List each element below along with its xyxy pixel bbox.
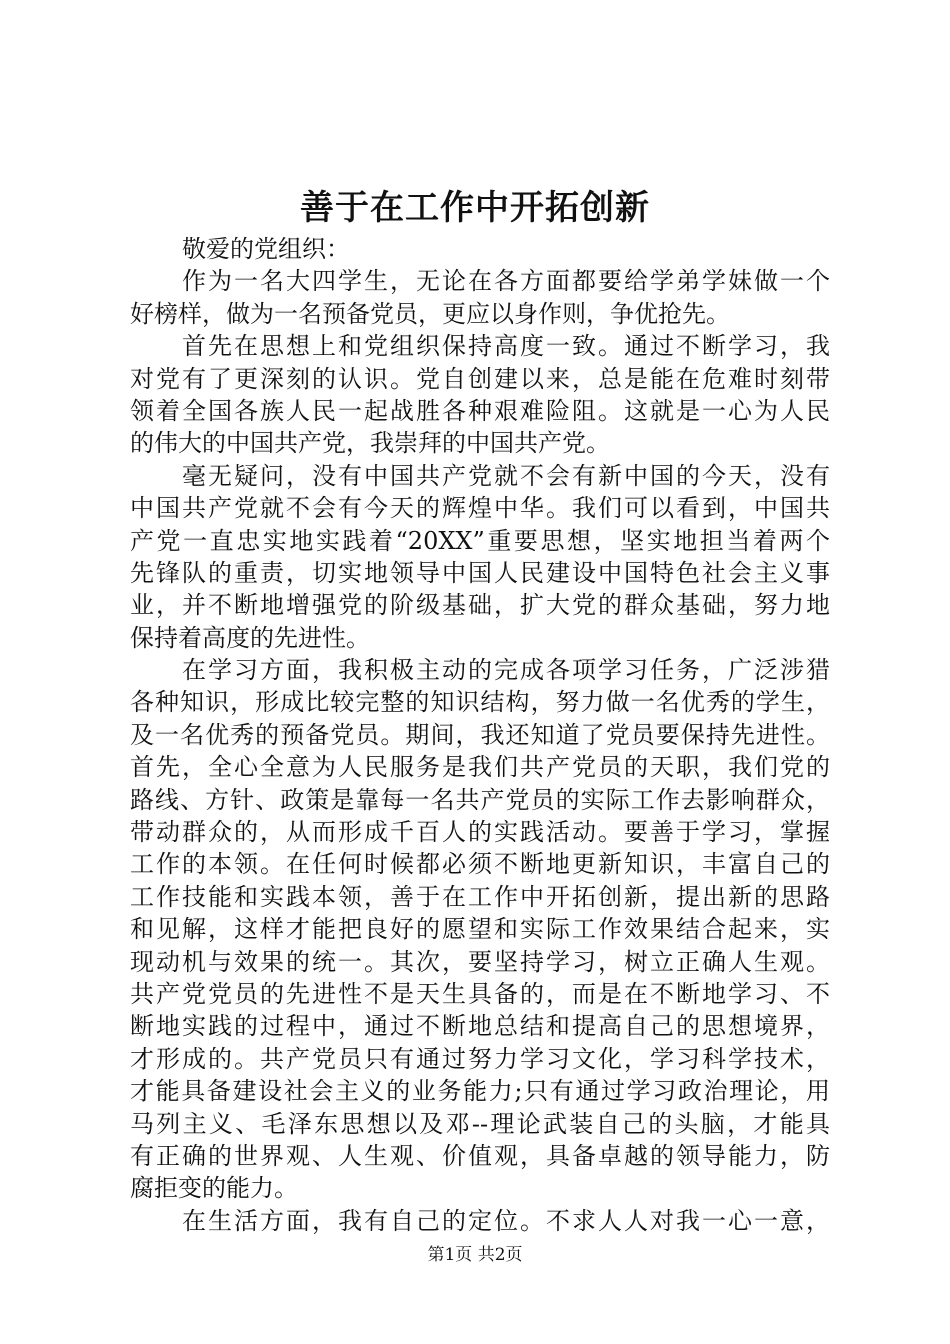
text-line: 断地实践的过程中，通过不断地总结和提高自己的思想境界， [130,1012,830,1041]
text-line: 工作的本领。在任何时候都必须不断地更新知识，丰富自己的 [130,850,830,879]
text-line: 各种知识，形成比较完整的知识结构，努力做一名优秀的学生， [130,688,830,717]
text-line: 产党一直忠实地实践着“20XX”重要思想，坚实地担当着两个 [130,526,830,555]
text-line: 作为一名大四学生，无论在各方面都要给学弟学妹做一个 [182,267,830,296]
text-line: 中国共产党就不会有今天的辉煌中华。我们可以看到，中国共 [130,494,830,523]
text-line: 带动群众的，从而形成千百人的实践活动。要善于学习，掌握 [130,818,830,847]
text-line: 有正确的世界观、人生观、价值观，具备卓越的领导能力，防 [130,1141,830,1170]
text-line: 首先在思想上和党组织保持高度一致。通过不断学习，我 [182,332,830,361]
text-line: 对党有了更深刻的认识。党自创建以来，总是能在危难时刻带 [130,364,830,393]
text-line: 工作技能和实践本领，善于在工作中开拓创新，提出新的思路 [130,882,830,911]
text-line: 路线、方针、政策是靠每一名共产党员的实际工作去影响群众， [130,785,830,814]
text-line: 现动机与效果的统一。其次，要坚持学习，树立正确人生观。 [130,947,830,976]
document-body [130,233,830,1237]
text-line: 业，并不断地增强党的阶级基础，扩大党的群众基础，努力地 [130,591,830,620]
text-line: 和见解，这样才能把良好的愿望和实际工作效果结合起来，实 [130,915,830,944]
text-line: 在生活方面，我有自己的定位。不求人人对我一心一意， [182,1206,830,1235]
text-line: 毫无疑问，没有中国共产党就不会有新中国的今天，没有 [182,461,830,490]
text-line: 马列主义、毛泽东思想以及邓--理论武装自己的头脑，才能具 [130,1109,830,1138]
salutation-line: 敬爱的党组织： [182,235,350,263]
text-line: 在学习方面，我积极主动的完成各项学习任务，广泛涉猎 [182,656,830,685]
text-line: 才能具备建设社会主义的业务能力;只有通过学习政治理论，用 [130,1077,830,1106]
text-line: 领着全国各族人民一起战胜各种艰难险阻。这就是一心为人民 [130,396,830,425]
text-line: 及一名优秀的预备党员。期间，我还知道了党员要保持先进性。 [130,720,830,749]
text-line: 共产党党员的先进性不是天生具备的，而是在不断地学习、不 [130,979,830,1008]
text-line: 首先，全心全意为人民服务是我们共产党员的天职，我们党的 [130,753,830,782]
text-line: 先锋队的重责，切实地领导中国人民建设中国特色社会主义事 [130,558,830,587]
text-line: 才形成的。共产党员只有通过努力学习文化，学习科学技术， [130,1044,830,1073]
text-line: 保持着高度的先进性。 [130,623,370,652]
page-number-footer: 第1页 共2页 [427,1245,523,1265]
text-line: 腐拒变的能力。 [130,1174,298,1203]
text-line: 的伟大的中国共产党，我崇拜的中国共产党。 [130,429,610,458]
document-title: 善于在工作中开拓创新 [300,188,650,228]
text-line: 好榜样，做为一名预备党员，更应以身作则，争优抢先。 [130,299,730,328]
